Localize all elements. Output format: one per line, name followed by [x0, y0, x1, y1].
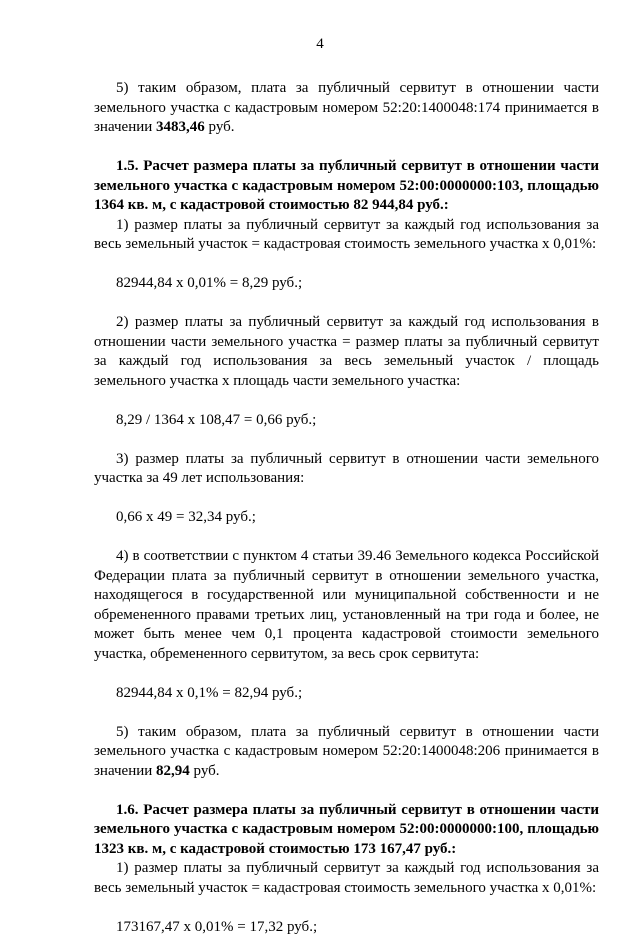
paragraph-text: 5) таким образом, плата за публичный сервитут в отношении части земельного участка с кадастровым номером 52:20:1400048:174 принимается в значении [94, 80, 599, 135]
unit-text: руб. [205, 119, 235, 135]
calculation-1-5-4: 82944,84 х 0,1% = 82,94 руб.; [94, 684, 599, 704]
paragraph-text: 5) таким образом, плата за публичный сервитут в отношении части земельного участка с кадастровым номером 52:20:1400048:206 принимается в значении [94, 724, 599, 779]
unit-text: руб. [190, 763, 220, 779]
calculation-1-5-2: 8,29 / 1364 х 108,47 = 0,66 руб.; [94, 411, 599, 431]
paragraph-1-5-5 [94, 723, 599, 782]
calculation-1-5-3: 0,66 х 49 = 32,34 руб.; [94, 508, 599, 528]
fee-value: 82,94 [156, 763, 190, 779]
paragraph-1-5-4: 4) в соответствии с пунктом 4 статьи 39.46 Земельного кодекса Российской Федерации плата за публичный сервитут в отношении земельного участка, находящегося в государственной или муниципальной собственности и не обремененного правами третьих лиц, установленный на три года и более, не может быть менее чем 0,1 процента кадастровой стоимости земельного участка, обремененного сервитутом, за весь срок сервитута: [94, 547, 599, 664]
page-number: 4 [0, 36, 640, 53]
calculation-1-6-1: 173167,47 х 0,01% = 17,32 руб.; [94, 918, 599, 937]
paragraph-1-5-2: 2) размер платы за публичный сервитут за каждый год использования в отношении части земельного участка = размер платы за публичный сервитут за каждый год использования за весь земельный участок / площадь земельного участка х площадь части земельного участка: [94, 313, 599, 391]
paragraph-1-5-1: 1) размер платы за публичный сервитут за каждый год использования за весь земельный участок = кадастровая стоимость земельного участка х 0,01%: [94, 216, 599, 255]
calculation-1-5-1: 82944,84 х 0,01% = 8,29 руб.; [94, 274, 599, 294]
paragraph-1-6-1: 1) размер платы за публичный сервитут за каждый год использования за весь земельный участок = кадастровая стоимость земельного участка х 0,01%: [94, 859, 599, 898]
section-heading-1-6: 1.6. Расчет размера платы за публичный сервитут в отношении части земельного участка с кадастровым номером 52:00:0000000:100, площадью 1323 кв. м, с кадастровой стоимостью 173 167,47 руб.: [94, 801, 599, 860]
paragraph-5-conclusion [94, 79, 599, 138]
section-heading-1-5: 1.5. Расчет размера платы за публичный сервитут в отношении части земельного участка с кадастровым номером 52:00:0000000:103, площадью 1364 кв. м, с кадастровой стоимостью 82 944,84 руб.: [94, 157, 599, 216]
paragraph-1-5-3: 3) размер платы за публичный сервитут в отношении части земельного участка за 49 лет использования: [94, 450, 599, 489]
document-body [94, 79, 599, 937]
fee-value: 3483,46 [156, 119, 205, 135]
